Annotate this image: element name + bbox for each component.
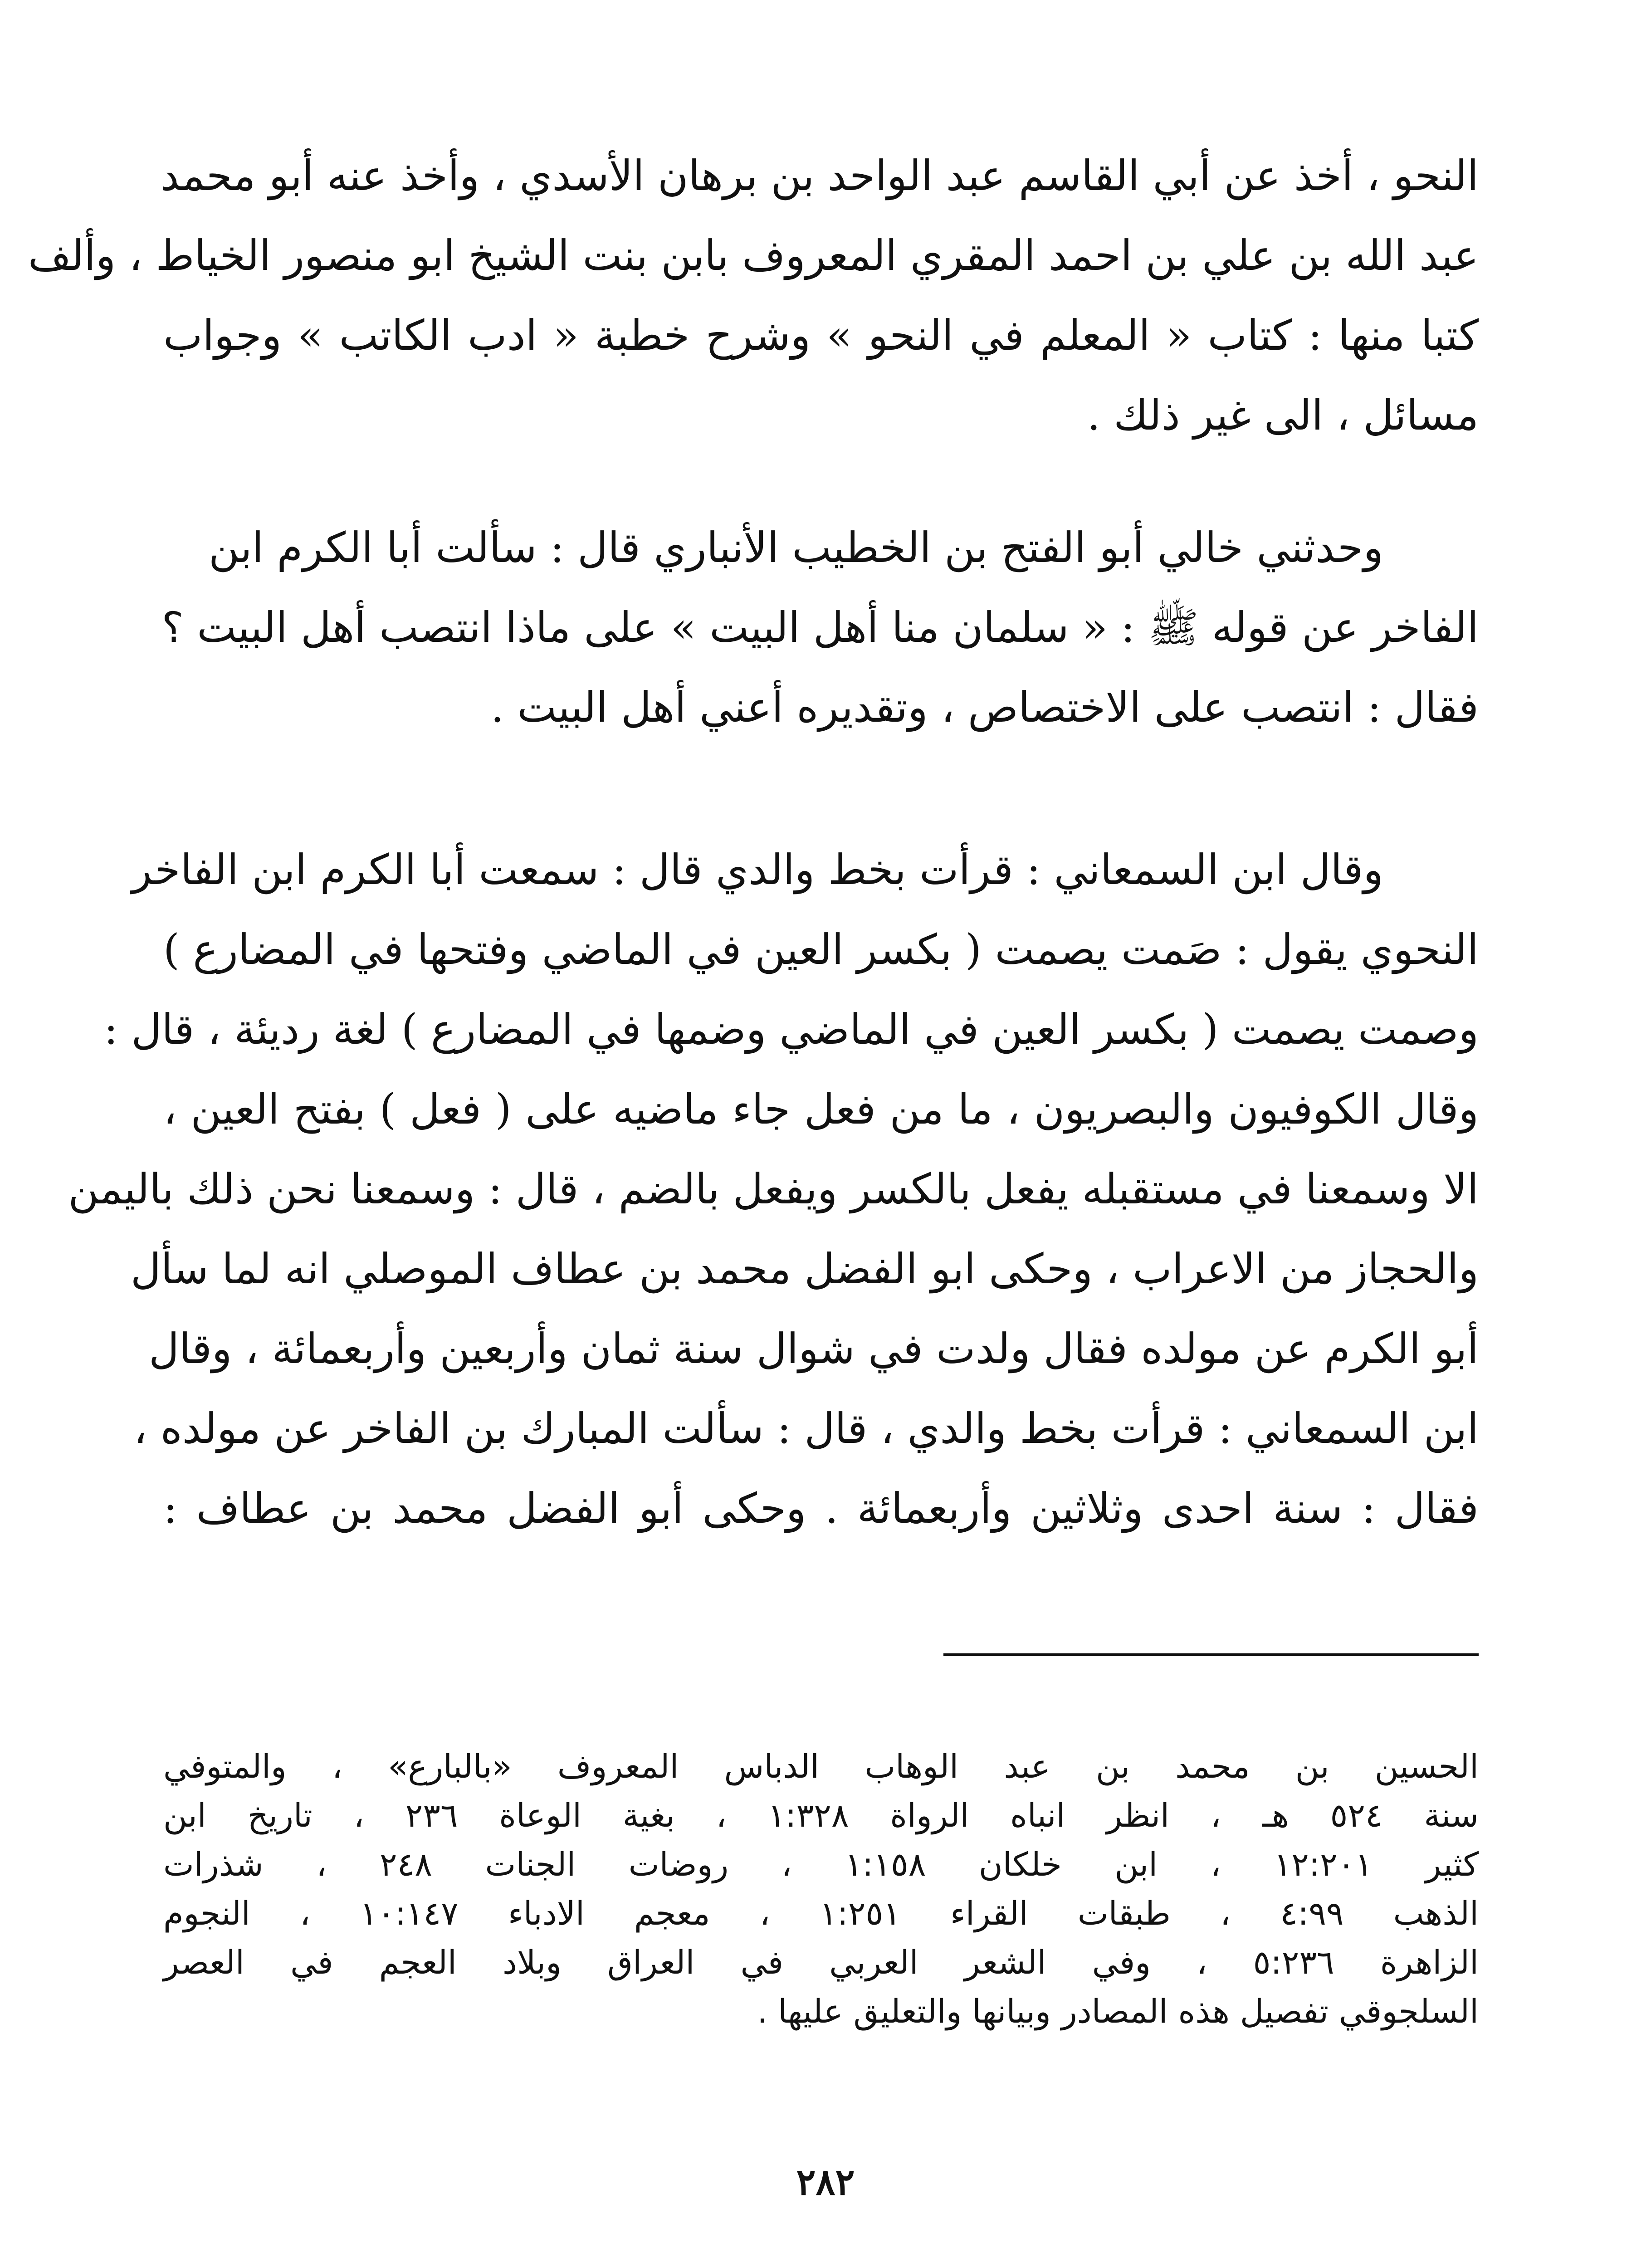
footnote-line: كثير ١٢:٢٠١ ، ابن خلكان ١:١٥٨ ، روضات الجنات ٢٤٨ ، شذرات [163, 1845, 1479, 1883]
footnote-divider [943, 1653, 1479, 1656]
footnote-line: الحسين بن محمد بن عبد الوهاب الدباس المعروف «بالبارع» ، والمتوفي [163, 1747, 1479, 1785]
paragraph-3 [68, 830, 1479, 1549]
text-line: مسائل ، الى غير ذلك . [1087, 391, 1479, 440]
text-line: النحو ، أخذ عن أبي القاسم عبد الواحد بن برهان الأسدي ، وأخذ عنه أبو محمد [160, 152, 1479, 200]
text-line: فقال : انتصب على الاختصاص ، وتقديره أعني أهل البيت . [490, 683, 1479, 732]
text-line: الفاخر عن قوله ﷺ : « سلمان منا أهل البيت » على ماذا انتصب أهل البيت ؟ [161, 603, 1479, 652]
text-line: كتبا منها : كتاب « المعلم في النحو » وشرح خطبة « ادب الكاتب » وجواب [163, 311, 1479, 360]
text-line: النحوي يقول : صَمت يصمت ( بكسر العين في الماضي وفتحها في المضارع ) [163, 925, 1479, 974]
paragraph-2 [163, 508, 1479, 748]
text-line: وصمت يصمت ( بكسر العين في الماضي وضمها في المضارع ) لغة رديئة ، قال : [104, 1005, 1479, 1054]
text-line: الا وسمعنا في مستقبله يفعل بالكسر ويفعل بالضم ، قال : وسمعنا نحن ذلك باليمن [68, 1165, 1479, 1213]
footnote-line: سنة ٥٢٤ هـ ، انظر انباه الرواة ١:٣٢٨ ، بغية الوعاة ٢٣٦ ، تاريخ ابن [163, 1796, 1479, 1834]
text-line: عبد الله بن علي بن احمد المقري المعروف بابن بنت الشيخ ابو منصور الخياط ، وألف [28, 231, 1479, 280]
text-line: فقال : سنة احدى وثلاثين وأربعمائة . وحكى أبو الفضل محمد بن عطاف : [163, 1484, 1479, 1533]
footnote-line: الذهب ٤:٩٩ ، طبقات القراء ١:٢٥١ ، معجم الادباء ١٠:١٤٧ ، النجوم [163, 1894, 1479, 1932]
text-line: وقال الكوفيون والبصريون ، ما من فعل جاء ماضيه على ( فعل ) بفتح العين ، [163, 1085, 1479, 1134]
footnote-line: الزاهرة ٥:٢٣٦ ، وفي الشعر العربي في العراق وبلاد العجم في العصر [163, 1943, 1479, 1981]
text-line: ابن السمعاني : قرأت بخط والدي ، قال : سألت المبارك بن الفاخر عن مولده ، [133, 1404, 1479, 1453]
footnote-line: السلجوقي تفصيل هذه المصادر وبيانها والتعليق عليها . [757, 1992, 1479, 2030]
text-line: والحجاز من الاعراب ، وحكى ابو الفضل محمد بن عطاف الموصلي انه لما سأل [130, 1245, 1479, 1293]
text-line: وقال ابن السمعاني : قرأت بخط والدي قال : سمعت أبا الكرم ابن الفاخر [132, 846, 1383, 894]
text-line: وحدثني خالي أبو الفتح بن الخطيب الأنباري قال : سألت أبا الكرم ابن [208, 523, 1383, 572]
footnote [163, 1742, 1479, 2036]
page-number: ٢٨٢ [796, 2160, 855, 2203]
text-line: أبو الكرم عن مولده فقال ولدت في شوال سنة ثمان وأربعين وأربعمائة ، وقال [149, 1325, 1479, 1373]
paragraph-1 [28, 136, 1479, 455]
